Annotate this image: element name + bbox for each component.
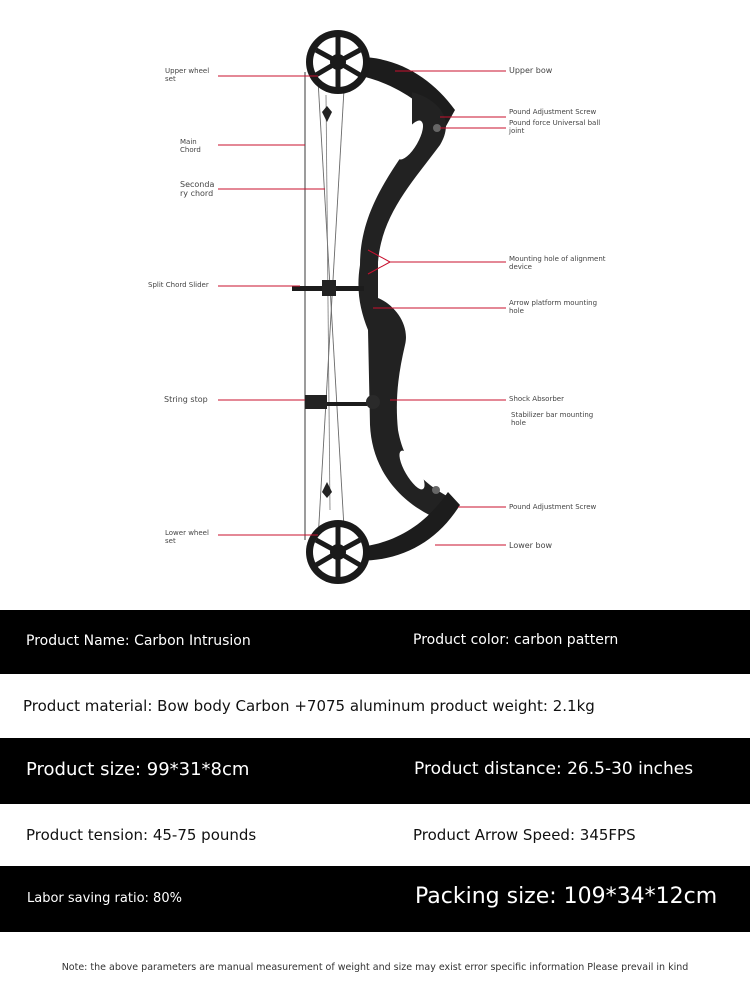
spec-row-1 <box>0 610 750 674</box>
label-alignment-mounting-hole: Mounting hole of alignment device <box>509 255 606 272</box>
label-secondary-chord: Seconda ry chord <box>180 180 215 199</box>
label-arrow-platform-hole: Arrow platform mounting hole <box>509 299 598 316</box>
spec-product-material: Product material: Bow body Carbon +7075 aluminum product weight: 2.1kg <box>23 697 595 715</box>
label-stabilizer-hole: Stabilizer bar mounting hole <box>511 411 594 428</box>
spec-row-5 <box>0 866 750 932</box>
spec-packing-size: Packing size: 109*34*12cm <box>415 884 718 909</box>
label-pound-adjustment-screw-bottom: Pound Adjustment Screw <box>509 503 597 511</box>
label-pound-adjustment-screw-top: Pound Adjustment Screw <box>509 108 597 116</box>
label-split-chord-slider: Split Chord Slider <box>148 281 209 289</box>
spec-row-2 <box>0 674 750 738</box>
spec-arrow-speed: Product Arrow Speed: 345FPS <box>413 826 636 844</box>
label-upper-bow: Upper bow <box>509 66 553 75</box>
buss-cable <box>326 95 330 510</box>
label-upper-wheel-set: Upper wheel set <box>165 67 210 84</box>
spec-product-tension: Product tension: 45-75 pounds <box>26 826 257 844</box>
spec-product-name: Product Name: Carbon Intrusion <box>26 633 251 649</box>
footnote: Note: the above parameters are manual measurement of weight and size may exist error specific information Please prevail in kind <box>61 962 689 973</box>
spec-product-distance: Product distance: 26.5-30 inches <box>414 759 694 779</box>
spec-row-3 <box>0 738 750 804</box>
label-shock-absorber: Shock Absorber <box>509 395 564 403</box>
spec-labor-saving-ratio: Labor saving ratio: 80% <box>27 891 182 906</box>
spec-product-color: Product color: carbon pattern <box>413 632 619 648</box>
spec-product-size: Product size: 99*31*8cm <box>26 759 250 780</box>
label-string-stop: String stop <box>164 395 208 404</box>
label-lower-wheel-set: Lower wheel set <box>165 529 209 546</box>
label-lower-bow: Lower bow <box>509 541 553 550</box>
label-main-chord: Main Chord <box>180 138 201 155</box>
label-pound-force-joint: Pound force Universal ball joint <box>509 119 601 136</box>
spec-row-4 <box>0 804 750 866</box>
